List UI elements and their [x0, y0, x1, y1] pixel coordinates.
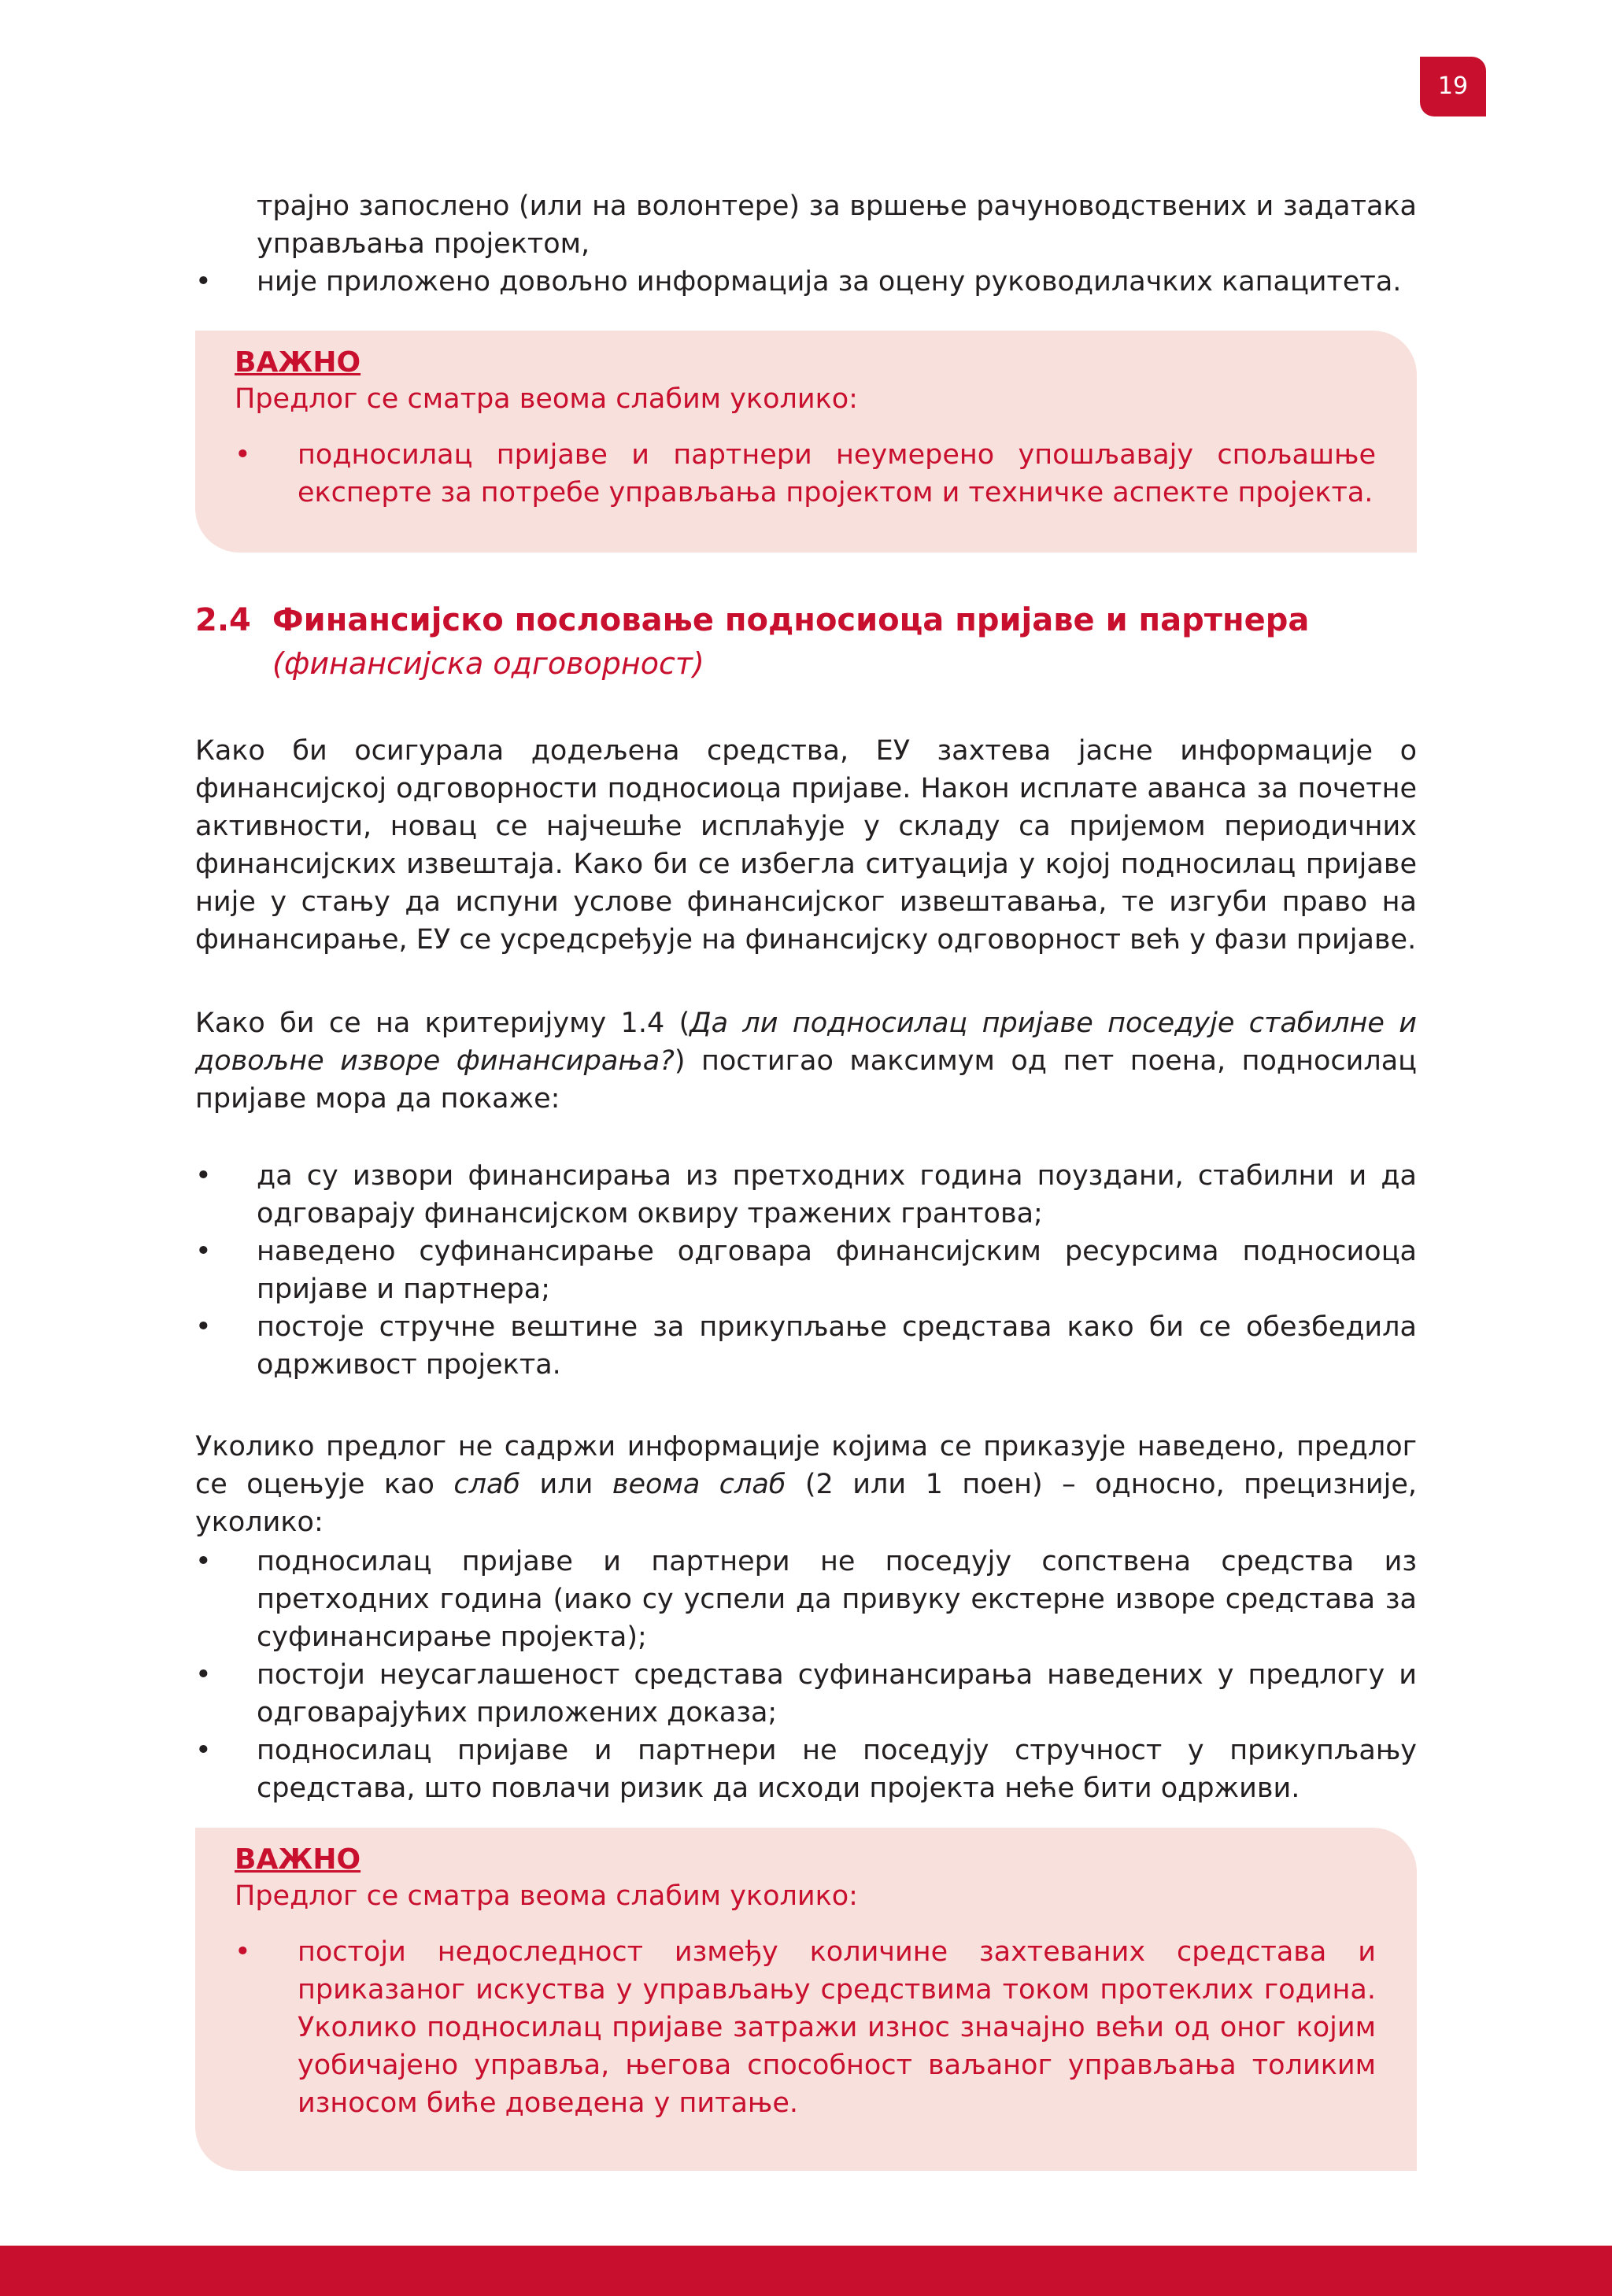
- list-item: [195, 1308, 1417, 1384]
- list-item: [195, 1656, 1417, 1732]
- important-list: [235, 436, 1376, 512]
- text-run: Уколико предлог не садржи информације којима се приказује наведено, предлог се оцењује као: [195, 1431, 1417, 1500]
- page-number: 19: [1420, 57, 1486, 116]
- list-item-text: постоји неусаглашеност средстава суфинансирања наведених у предлогу и одговарајућих приложених доказа;: [257, 1659, 1417, 1728]
- text-run: Како би се на критеријуму 1.4 (: [195, 1008, 690, 1039]
- list-item: [195, 1732, 1417, 1807]
- list-item-text: није приложено довољно информација за оцену руководилачких капацитета.: [257, 266, 1402, 298]
- list-item-text: наведено суфинансирање одговара финансијским ресурсима подносиоца пријаве и партнера;: [257, 1236, 1417, 1305]
- text-run: ) постигао максимум од пет поена, подносилац пријаве мора да покаже:: [195, 1045, 1418, 1115]
- bullet-icon: •: [195, 1236, 212, 1267]
- paragraph-text: Како би осигурала додељена средства, ЕУ захтева јасне информације о финансијској одговорности подносиоца пријаве. Након исплате аванса за почетне активности, новац се најчешће исплаћује у складу са пријемом периодичних финансијских извештаја. Како би се избегла ситуација у којој подносилац пријаве није у стању да испуни услове финансијског извештавања, те изгуби право на финансирање, ЕУ се усредсређује на финансијску одговорност већ у фази пријаве.: [195, 735, 1417, 956]
- bullet-icon: •: [235, 439, 251, 471]
- important-box: [195, 331, 1417, 553]
- important-list: [235, 1933, 1376, 2122]
- section-title: Финансијско пословање подносиоца пријаве и партнера: [272, 602, 1310, 638]
- paragraph: [195, 1428, 1417, 1541]
- bullet-icon: •: [195, 266, 212, 298]
- list-item-text: подносилац пријаве и партнери не поседују сопствена средства из претходних година (иако су успели да привуку екстерне изворе средстава за суфинансирање пројекта);: [257, 1546, 1417, 1653]
- rating-very-weak: веома слаб: [612, 1469, 786, 1500]
- important-lead: Предлог се сматра веома слабим уколико:: [235, 383, 858, 415]
- list-item: [195, 1543, 1417, 1656]
- section-number: 2.4: [195, 602, 251, 638]
- bullet-icon: •: [235, 1936, 251, 1968]
- paragraph-text: [195, 1428, 1417, 1541]
- paragraph-text: [195, 1004, 1417, 1118]
- list-item-text: постоје стручне вештине за прикупљање средстава како би се обезбедила одрживост пројекта.: [257, 1311, 1417, 1381]
- paragraph: [195, 732, 1417, 959]
- top-list: [195, 187, 1417, 301]
- list-item: [195, 263, 1417, 301]
- important-box: [195, 1828, 1417, 2171]
- important-title: ВАЖНО: [235, 346, 361, 379]
- bullet-icon: •: [195, 1735, 212, 1766]
- criterion-question: Да ли подносилац пријаве поседује стабилне и довољне изворе финансирања?: [195, 1008, 1418, 1077]
- footer-bar: [0, 2246, 1612, 2296]
- bullet-icon: •: [195, 1160, 212, 1192]
- list-item: [235, 436, 1376, 512]
- text-run: (2 или 1 поен) – односно, прецизније, уколико:: [195, 1469, 1417, 1538]
- list-item-text: подносилац пријаве и партнери неумерено упошљавају спољашње експерте за потребе управљања пројектом и техничке аспекте пројекта.: [298, 439, 1376, 508]
- list-item: [235, 1933, 1376, 2122]
- weakness-list: [195, 1543, 1417, 1807]
- bullet-icon: •: [195, 1546, 212, 1577]
- bullet-icon: •: [195, 1659, 212, 1691]
- list-item: [195, 187, 1417, 263]
- text-run: или: [520, 1469, 612, 1500]
- list-item-text: постоји недоследност између количине захтеваних средстава и приказаног искуства у управљању средствима током протеклих година. Уколико подносилац пријаве затражи износ значајно већи од оног којим уобичајено управља, његова способност ваљаног управљања толиким износом биће доведена у питање.: [298, 1936, 1376, 2119]
- rating-weak: слаб: [453, 1469, 521, 1500]
- list-item: [195, 1233, 1417, 1308]
- list-item-text: подносилац пријаве и партнери не поседују стручност у прикупљању средстава, што повлачи ризик да исходи пројекта неће бити одрживи.: [257, 1735, 1417, 1804]
- list-item: [195, 1157, 1417, 1233]
- section-subtitle: (финансијска одговорност): [272, 646, 704, 681]
- list: [195, 1157, 1417, 1384]
- important-title: ВАЖНО: [235, 1843, 361, 1876]
- requirements-list: [195, 1157, 1417, 1384]
- list: [195, 187, 1417, 301]
- list: [195, 1543, 1417, 1807]
- important-lead: Предлог се сматра веома слабим уколико:: [235, 1880, 858, 1912]
- list-item-text: да су извори финансирања из претходних година поуздани, стабилни и да одговарају финансијском оквиру тражених грантова;: [257, 1160, 1417, 1229]
- list-item-text: трајно запослено (или на волонтере) за вршење рачуноводствених и задатака управљања пројектом,: [257, 190, 1417, 260]
- paragraph: [195, 1004, 1417, 1118]
- section-heading: [195, 600, 1309, 641]
- bullet-icon: •: [195, 1311, 212, 1343]
